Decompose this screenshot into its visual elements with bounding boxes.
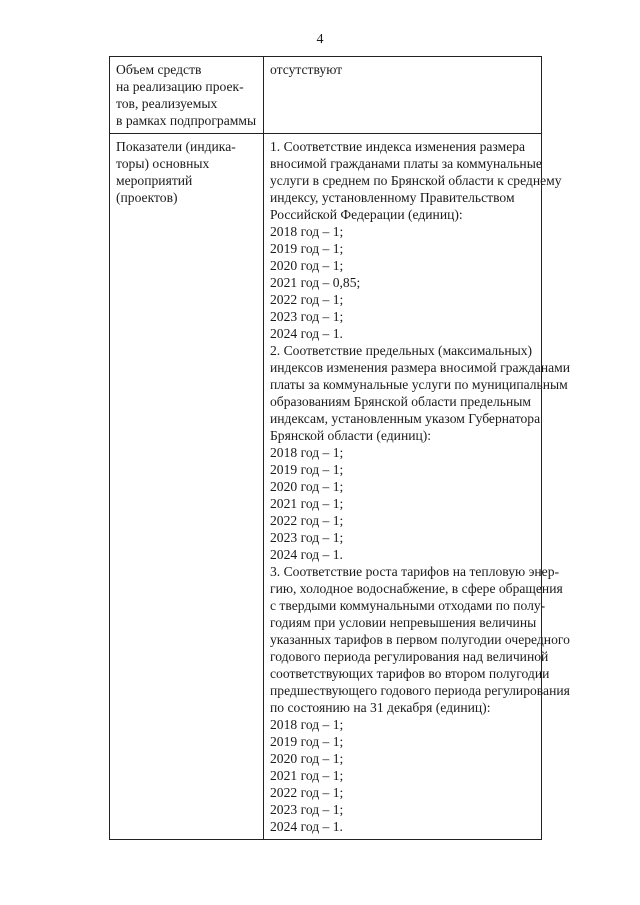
text-line: по состоянию на 31 декабря (единиц): (270, 700, 491, 715)
text-line: тов, реализуемых (116, 96, 218, 111)
text-line: в рамках подпрограммы (116, 113, 257, 128)
text-line: отсутствуют (270, 62, 343, 77)
funding-label-cell (110, 57, 264, 134)
text-line: 3. Соответствие роста тарифов на тепловую энер- (270, 564, 560, 579)
text-line: с твердыми коммунальными отходами по полу- (270, 598, 546, 613)
text-line: гию, холодное водоснабжение, в сфере обращения (270, 581, 563, 596)
text-line: 2018 год – 1; (270, 224, 344, 239)
text-line: платы за коммунальные услуги по муниципальным (270, 377, 568, 392)
text-line: 2. Соответствие предельных (максимальных) (270, 343, 533, 358)
text-line: 2018 год – 1; (270, 445, 344, 460)
text-line: 2022 год – 1; (270, 292, 344, 307)
text-line: предшествующего годового периода регулирования (270, 683, 570, 698)
text-line: 2024 год – 1. (270, 326, 343, 341)
text-line: 1. Соответствие индекса изменения размера (270, 139, 526, 154)
text-line: 2021 год – 1; (270, 768, 344, 783)
text-line: торы) основных (116, 156, 210, 171)
text-line: образованиям Брянской области предельным (270, 394, 531, 409)
table-row-indicators (110, 134, 542, 840)
text-line: на реализацию проек- (116, 79, 244, 94)
text-line: 2023 год – 1; (270, 530, 344, 545)
funding-value-cell (264, 57, 542, 134)
table-row-funding (110, 57, 542, 134)
text-line: вносимой гражданами платы за коммунальные (270, 156, 542, 171)
text-line: индексам, установленным указом Губернатора (270, 411, 541, 426)
text-line: (проектов) (116, 190, 178, 205)
text-line: 2018 год – 1; (270, 717, 344, 732)
text-line: Брянской области (единиц): (270, 428, 432, 443)
text-line: соответствующих тарифов во втором полугодии (270, 666, 550, 681)
text-line: 2022 год – 1; (270, 785, 344, 800)
text-line: 2019 год – 1; (270, 462, 344, 477)
text-line: годиям при условии непревышения величины (270, 615, 537, 630)
text-line: 2021 год – 1; (270, 496, 344, 511)
text-line: 2020 год – 1; (270, 258, 344, 273)
text-line: 2024 год – 1. (270, 819, 343, 834)
passport-table (109, 56, 571, 840)
text-line: мероприятий (116, 173, 193, 188)
text-line: услуги в среднем по Брянской области к среднему (270, 173, 562, 188)
indicators-value-cell (264, 134, 571, 840)
text-line: Российской Федерации (единиц): (270, 207, 463, 222)
page-number: 4 (316, 32, 324, 47)
text-line: 2020 год – 1; (270, 751, 344, 766)
text-line: 2021 год – 0,85; (270, 275, 361, 290)
text-line: годового периода регулирования над величиной (270, 649, 549, 664)
indicators-label-cell (110, 134, 264, 840)
text-line: 2019 год – 1; (270, 734, 344, 749)
text-line: 2020 год – 1; (270, 479, 344, 494)
text-line: 2024 год – 1. (270, 547, 343, 562)
text-line: указанных тарифов в первом полугодии очередного (270, 632, 570, 647)
text-line: 2022 год – 1; (270, 513, 344, 528)
text-line: индексу, установленному Правительством (270, 190, 515, 205)
text-line: Объем средств (116, 62, 202, 77)
text-line: 2019 год – 1; (270, 241, 344, 256)
text-line: индексов изменения размера вносимой гражданами (270, 360, 571, 375)
text-line: Показатели (индика- (116, 139, 236, 154)
text-line: 2023 год – 1; (270, 802, 344, 817)
text-line: 2023 год – 1; (270, 309, 344, 324)
